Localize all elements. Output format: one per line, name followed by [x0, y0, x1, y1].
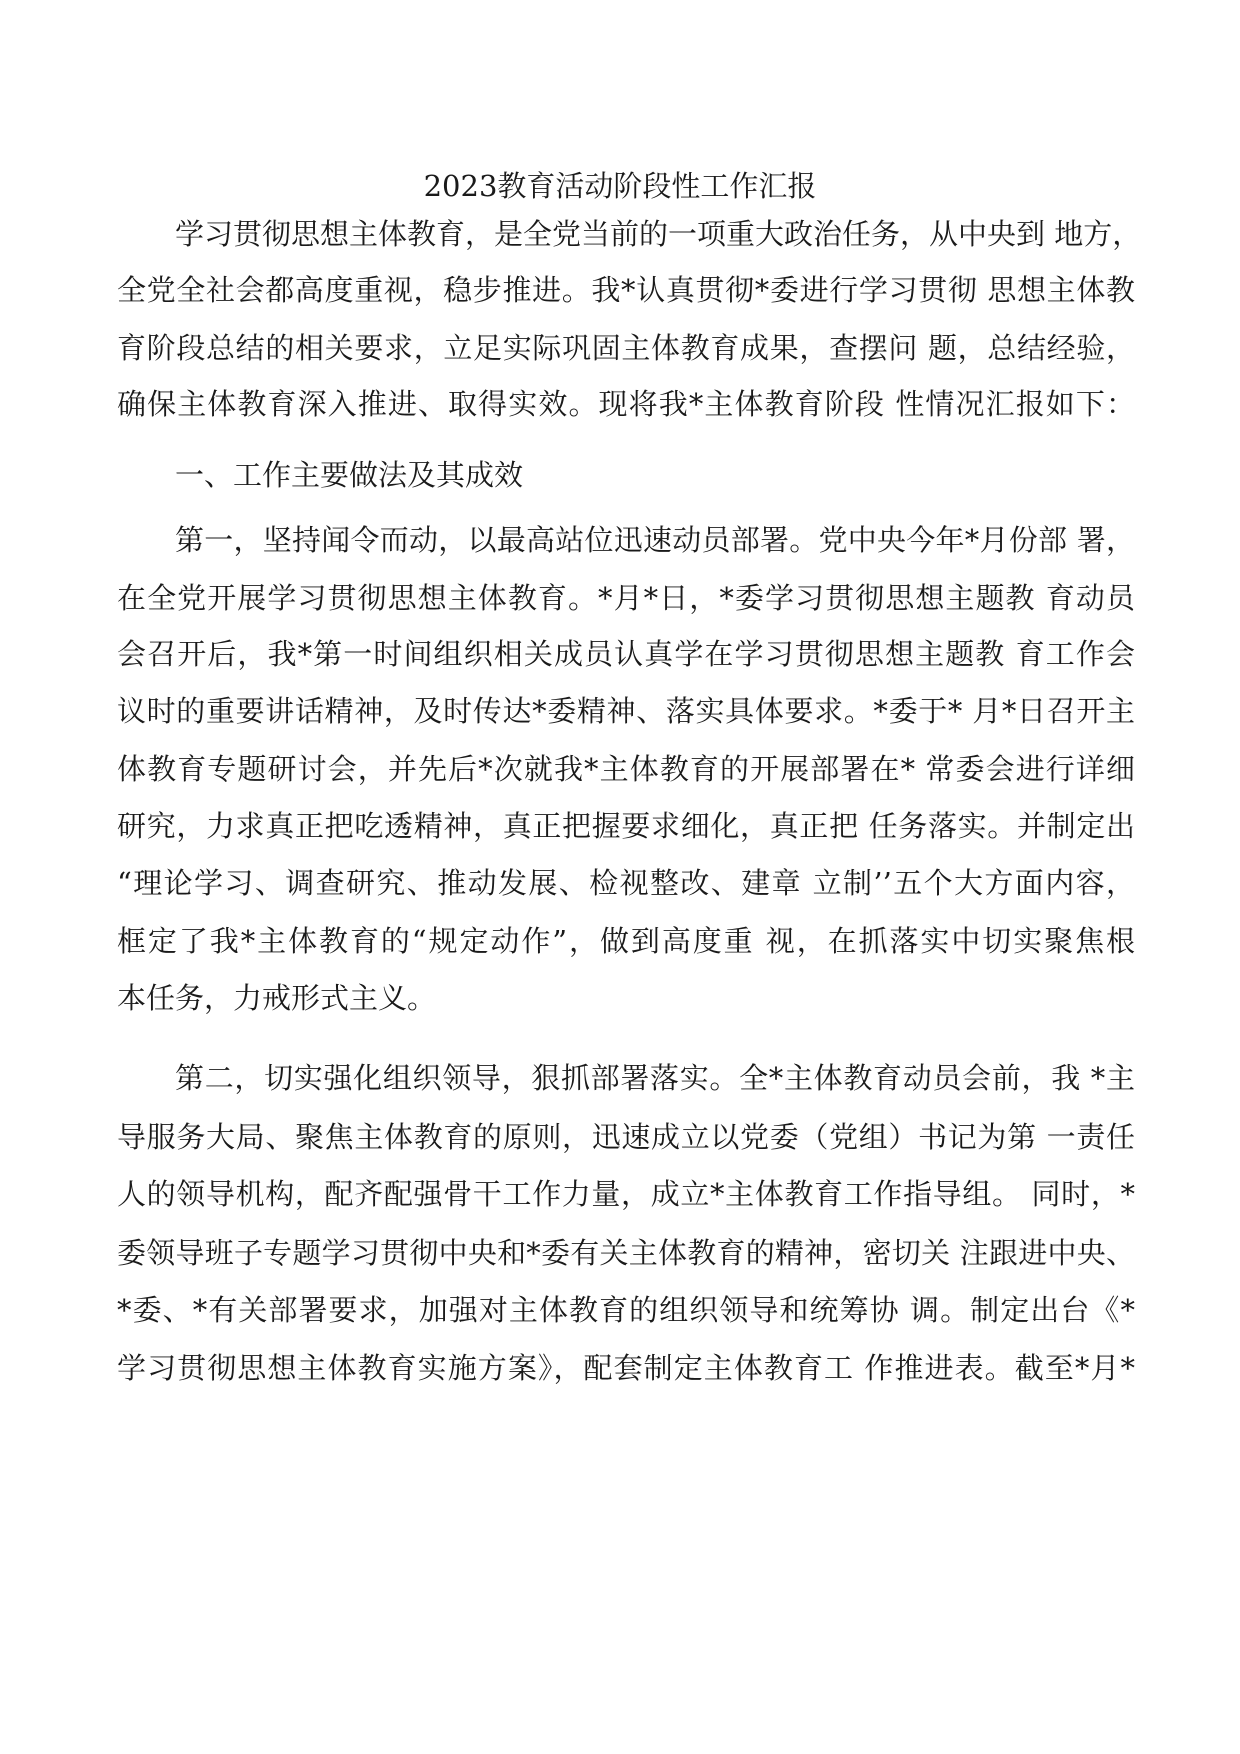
- intro-line-3: 育阶段总结的相关要求，立足实际巩固主体教育成果，查摆问 题，总结经验，: [117, 331, 1135, 365]
- document-title: 2023教育活动阶段性工作汇报: [423, 169, 817, 203]
- para1-line-5: 体教育专题研讨会，并先后*次就我*主体教育的开展部署在* 常委会进行详细: [117, 752, 1135, 786]
- para2-line-4: 委领导班子专题学习贯彻中央和*委有关主体教育的精神，密切关 注跟进中央、: [117, 1236, 1135, 1270]
- para1-line-9: 本任务，力戒形式主义。: [117, 981, 437, 1015]
- para1-line-7: “理论学习、调查研究、推动发展、检视整改、建章 立制’’五个大方面内容，: [117, 866, 1135, 900]
- para1-line-4: 议时的重要讲话精神，及时传达*委精神、落实具体要求。*委于* 月*日召开主: [117, 694, 1135, 728]
- para2-line-2: 导服务大局、聚焦主体教育的原则，迅速成立以党委（党组）书记为第 一责任: [117, 1120, 1135, 1154]
- intro-line-4: 确保主体教育深入推进、取得实效。现将我*主体教育阶段 性情况汇报如下：: [117, 387, 1135, 421]
- section-heading: 一、工作主要做法及其成效: [175, 458, 524, 492]
- intro-line-1: 学习贯彻思想主体教育，是全党当前的一项重大政治任务，从中央到 地方，: [175, 217, 1142, 251]
- para1-line-8: 框定了我*主体教育的“规定动作”，做到高度重 视，在抓落实中切实聚焦根: [117, 924, 1135, 958]
- para2-line-1: 第二，切实强化组织领导，狠抓部署落实。全*主体教育动员会前，我 *主: [175, 1061, 1135, 1095]
- para2-line-3: 人的领导机构，配齐配强骨干工作力量，成立*主体教育工作指导组。 同时，*: [117, 1177, 1135, 1211]
- para1-line-1: 第一，坚持闻令而动，以最高站位迅速动员部署。党中央今年*月份部 署，: [175, 523, 1135, 557]
- para2-line-5: *委、*有关部署要求，加强对主体教育的组织领导和统筹协 调。制定出台《*: [117, 1293, 1135, 1327]
- para1-line-6: 研究，力求真正把吃透精神，真正把握要求细化，真正把 任务落实。并制定出: [117, 809, 1135, 843]
- intro-line-2: 全党全社会都高度重视，稳步推进。我*认真贯彻*委进行学习贯彻 思想主体教: [117, 273, 1135, 307]
- para1-line-2: 在全党开展学习贯彻思想主体教育。*月*日，*委学习贯彻思想主题教 育动员: [117, 581, 1135, 615]
- para2-line-6: 学习贯彻思想主体教育实施方案》，配套制定主体教育工 作推进表。截至*月*: [117, 1351, 1135, 1385]
- para1-line-3: 会召开后，我*第一时间组织相关成员认真学在学习贯彻思想主题教 育工作会: [117, 637, 1135, 671]
